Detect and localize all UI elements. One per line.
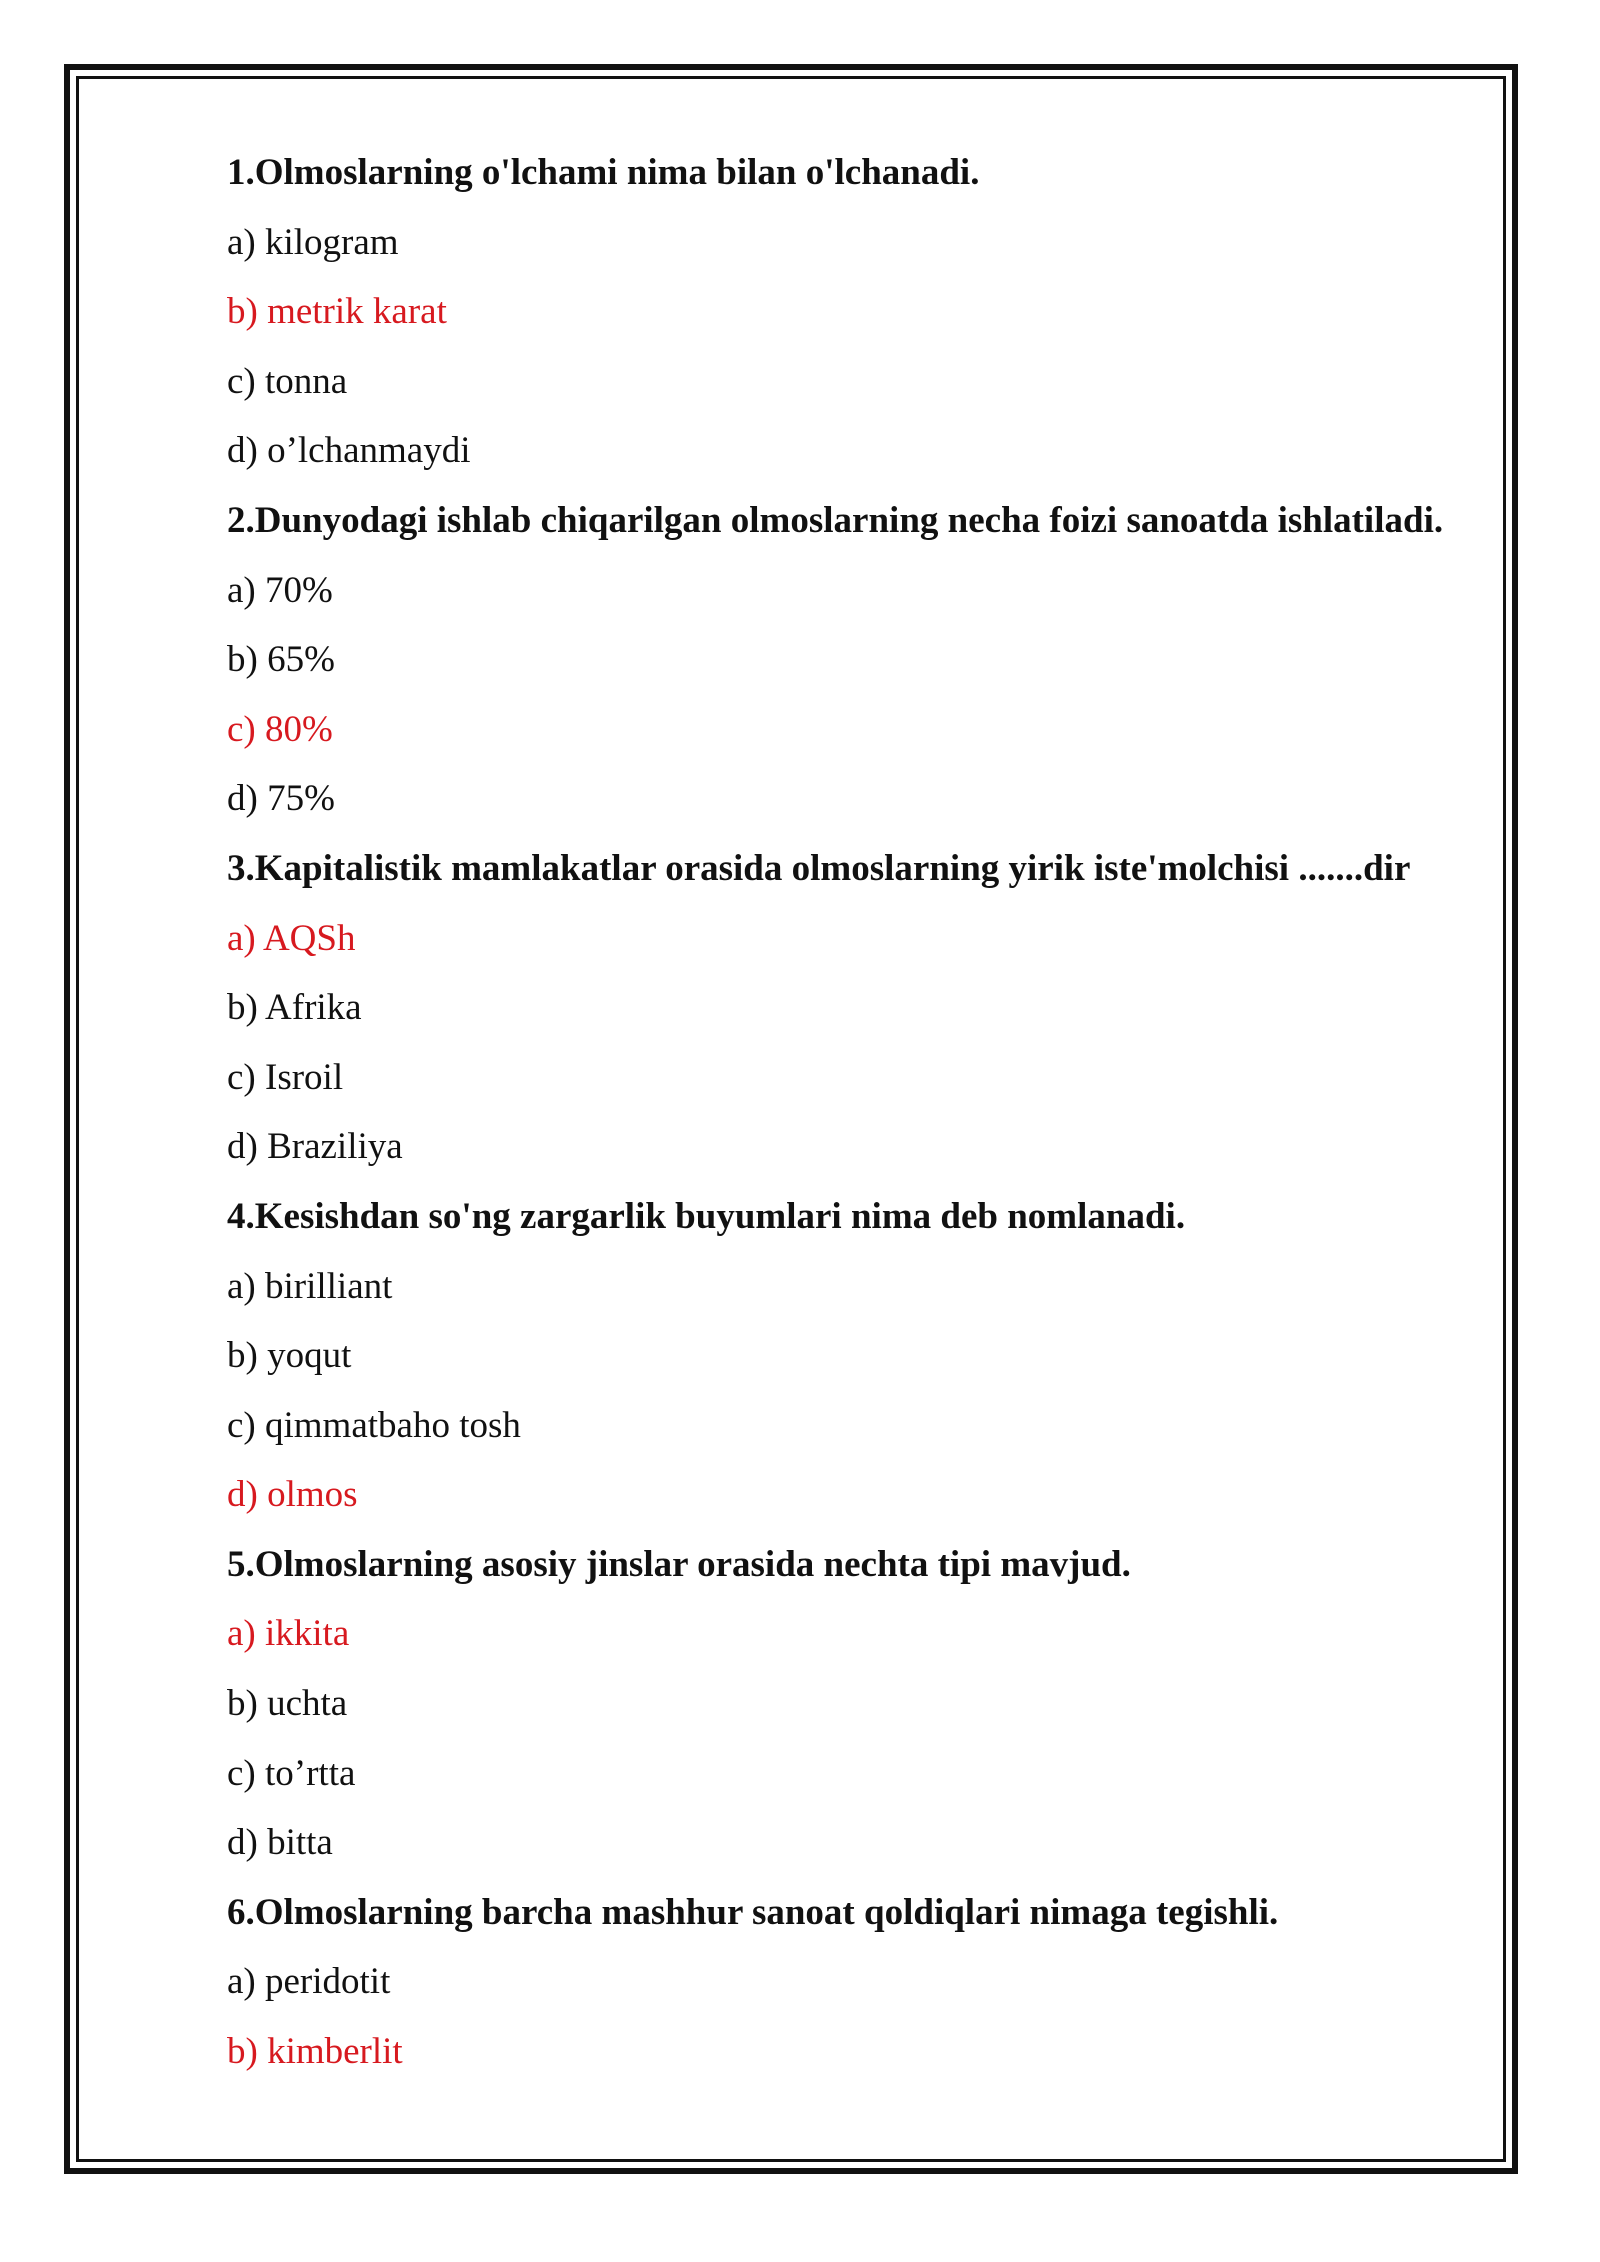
question-2-option-b: b) 65% <box>227 639 335 681</box>
question-1-option-d: d) o’lchanmaydi <box>227 430 471 472</box>
question-3-option-d: d) Braziliya <box>227 1126 403 1168</box>
question-5-option-b: b) uchta <box>227 1683 348 1725</box>
question-1-option-c: c) tonna <box>227 360 348 402</box>
question-4-option-b: b) yoqut <box>227 1335 352 1377</box>
question-1-option-a: a) kilogram <box>227 221 399 263</box>
question-2-option-a: a) 70% <box>227 569 333 611</box>
question-3-option-c: c) Isroil <box>227 1056 344 1098</box>
question-5: 5.Olmoslarning asosiy jinslar orasida nechta tipi mavjud. <box>227 1543 1131 1585</box>
quiz-content <box>227 143 1467 2092</box>
question-4: 4.Kesishdan so'ng zargarlik buyumlari nima deb nomlanadi. <box>227 1195 1186 1237</box>
question-6: 6.Olmoslarning barcha mashhur sanoat qoldiqlari nimaga tegishli. <box>227 1891 1279 1933</box>
question-4-option-c: c) qimmatbaho tosh <box>227 1404 521 1446</box>
question-5-option-c: c) to’rtta <box>227 1752 356 1794</box>
question-5-option-a-correct: a) ikkita <box>227 1613 350 1655</box>
question-1: 1.Olmoslarning o'lchami nima bilan o'lchanadi. <box>227 152 980 193</box>
question-3-option-a-correct: a) AQSh <box>227 917 356 959</box>
question-5-option-d: d) bitta <box>227 1822 333 1864</box>
question-3: 3.Kapitalistik mamlakatlar orasida olmoslarning yirik iste'molchisi .......dir <box>227 847 1411 889</box>
question-4-option-a: a) birilliant <box>227 1265 393 1307</box>
question-2-option-d: d) 75% <box>227 778 335 820</box>
question-2-option-c-correct: c) 80% <box>227 708 333 750</box>
question-3-option-b: b) Afrika <box>227 987 362 1029</box>
question-4-option-d-correct: d) olmos <box>227 1474 358 1516</box>
question-6-option-b-correct: b) kimberlit <box>227 2031 403 2073</box>
question-1-option-b-correct: b) metrik karat <box>227 291 447 333</box>
question-2: 2.Dunyodagi ishlab chiqarilgan olmoslarning necha foizi sanoatda ishlatiladi. <box>227 499 1444 541</box>
question-6-option-a: a) peridotit <box>227 1961 391 2003</box>
